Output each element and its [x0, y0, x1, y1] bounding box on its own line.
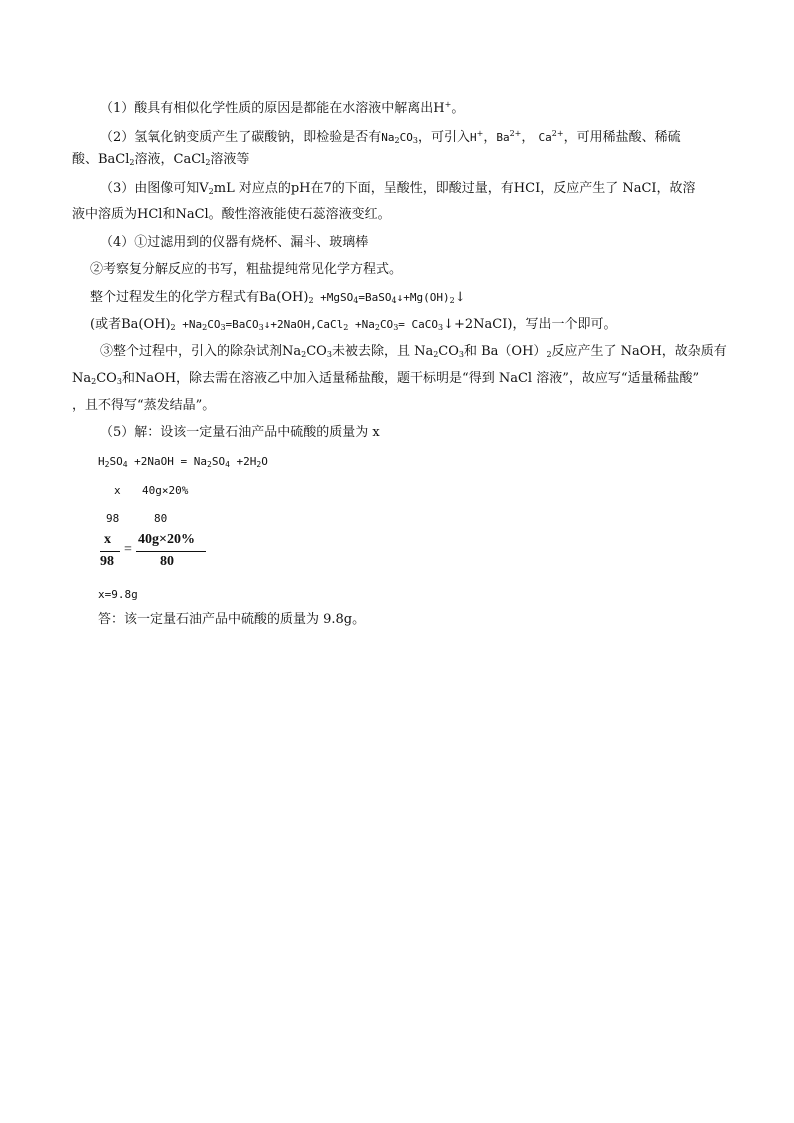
subscript: 2	[129, 158, 135, 167]
equals-sign: =	[124, 542, 132, 557]
paragraph-4-line-6	[72, 370, 732, 391]
subscript: 2	[91, 377, 97, 386]
subscript: 4	[225, 460, 230, 469]
text: ②考察复分解反应的书写，粗盐提纯常见化学方程式。	[90, 262, 403, 277]
text: H	[469, 131, 477, 144]
subscript: 4	[391, 296, 397, 305]
text: 酸、BaCl	[72, 152, 130, 167]
text: ↓	[454, 290, 466, 305]
text: ，且不得写“蒸发结晶”。	[72, 398, 216, 413]
text: (或者Ba(OH)	[90, 317, 171, 332]
text: ↓+2NaCI)，写出一个即可。	[443, 317, 617, 332]
subscript: 2	[394, 136, 400, 145]
subscript: 2	[202, 323, 208, 332]
text: =BaCO	[225, 318, 259, 331]
fraction-denominator-right: 80	[160, 554, 174, 569]
text: 40g×20%	[142, 484, 189, 497]
fraction-bar-right	[136, 551, 206, 552]
text: Na	[72, 371, 92, 386]
text: CO	[399, 131, 413, 144]
text: = CaCO	[398, 318, 439, 331]
subscript: 2	[208, 187, 214, 196]
superscript: 2+	[509, 129, 522, 138]
superscript: +	[444, 100, 452, 109]
text: +MgSO	[313, 291, 354, 304]
text: 液中溶质为HCl和NaCl。酸性溶液能使石蕊溶液变红。	[72, 207, 391, 222]
superscript: +	[476, 129, 484, 138]
fraction-numerator-right: 40g×20%	[138, 532, 195, 547]
text: （3）由图像可知V	[100, 181, 209, 196]
text: ，	[483, 130, 497, 145]
subscript: 4	[353, 296, 359, 305]
text: +2H	[229, 455, 257, 468]
subscript: 3	[326, 350, 332, 359]
subscript: 2	[343, 323, 349, 332]
subscript: 2	[308, 296, 314, 305]
text: ③整个过程中，引入的除杂试剂Na	[100, 344, 302, 359]
paragraph-3-line-1	[100, 180, 760, 201]
paragraph-4-line-1	[100, 234, 760, 252]
text: SO	[211, 455, 226, 468]
text: 和NaOH，除去需在溶液乙中加入适量稀盐酸，题干标明是“得到 NaCl 溶液”，故应写“适量稀盐酸”	[121, 371, 700, 386]
superscript: 2+	[551, 129, 564, 138]
subscript: 3	[438, 323, 444, 332]
text: Ca	[538, 131, 552, 144]
text: +Na	[175, 318, 203, 331]
text: 溶液，CaCl	[134, 152, 206, 167]
text: 。	[451, 101, 465, 116]
text: 未被去除，且 Na	[331, 344, 434, 359]
text: Na	[381, 131, 395, 144]
text: 和 Ba（OH）	[464, 344, 547, 359]
subscript: 3	[393, 323, 399, 332]
paragraph-4-line-2	[90, 261, 750, 279]
result	[98, 586, 758, 604]
text: 溶液等	[210, 152, 250, 167]
molar-mass-80	[154, 510, 794, 528]
fraction-numerator-left: x	[104, 532, 111, 547]
subscript: 2	[104, 460, 110, 469]
text: mL 对应点的pH在7的下面，呈酸性，即酸过量，有HCI，反应产生了 NaCI，故溶	[213, 181, 696, 196]
text: CO	[379, 318, 394, 331]
text: Ba	[496, 131, 510, 144]
paragraph-4-line-5	[100, 343, 760, 364]
paragraph-4-line-4	[90, 316, 750, 337]
paragraph-3-line-2	[72, 206, 732, 224]
text: ↓+2NaOH,CaCl	[263, 318, 344, 331]
answer	[98, 611, 758, 629]
subscript: 2	[546, 350, 552, 359]
text: （1）酸具有相似化学性质的原因是都能在水溶液中解离出H	[100, 101, 445, 116]
paragraph-4-line-3	[90, 289, 750, 310]
text: ，可用稀盐酸、稀硫	[563, 130, 681, 145]
text: 98	[106, 512, 120, 525]
subscript: 3	[258, 323, 264, 332]
paragraph-2-line-2	[72, 151, 732, 172]
text: O	[261, 455, 268, 468]
paragraph-2-line-1	[100, 125, 760, 150]
text: SO	[109, 455, 123, 468]
paragraph-5-intro	[100, 424, 760, 442]
subscript: 3	[116, 377, 122, 386]
text: （5）解：设该一定量石油产品中硫酸的质量为 x	[100, 425, 380, 440]
text: ，可引入	[417, 130, 470, 145]
text: 反应产生了 NaOH，故杂质有	[551, 344, 727, 359]
subscript: 2	[256, 460, 262, 469]
subscript: 2	[301, 350, 307, 359]
text: （4）①过滤用到的仪器有烧杯、漏斗、玻璃棒	[100, 235, 369, 250]
text: +Na	[348, 318, 375, 331]
subscript: 3	[220, 323, 226, 332]
text: CO	[207, 318, 221, 331]
text: CO	[96, 371, 117, 386]
text: ，	[521, 130, 539, 145]
paragraph-4-line-7	[72, 397, 732, 415]
text: 整个过程发生的化学方程式有Ba(OH)	[90, 290, 309, 305]
text: 80	[154, 512, 168, 525]
subscript: 2	[433, 350, 439, 359]
text: =BaSO	[358, 291, 392, 304]
subscript: 3	[412, 136, 418, 145]
fraction-denominator-left: 98	[100, 554, 114, 569]
text: 答：该一定量石油产品中硫酸的质量为 9.8g。	[98, 612, 366, 627]
text: x=9.8g	[98, 588, 138, 601]
fraction-bar-left	[100, 551, 120, 552]
proportion-fraction	[100, 530, 220, 574]
mass-expression	[142, 482, 794, 500]
text: ↓+Mg(OH)	[396, 291, 450, 304]
text: CO	[438, 344, 459, 359]
paragraph-1	[100, 96, 760, 118]
subscript: 4	[122, 460, 128, 469]
text: CO	[306, 344, 327, 359]
subscript: 2	[205, 158, 211, 167]
subscript: 3	[458, 350, 464, 359]
text: x	[114, 484, 121, 497]
text: H	[98, 455, 105, 468]
chemical-equation	[98, 453, 758, 474]
text: （2）氢氧化钠变质产生了碳酸钠，即检验是否有	[100, 130, 382, 145]
text: +2NaOH = Na	[127, 455, 208, 468]
subscript: 2	[449, 296, 455, 305]
subscript: 2	[374, 323, 380, 332]
subscript: 2	[170, 323, 176, 332]
subscript: 2	[207, 460, 212, 469]
